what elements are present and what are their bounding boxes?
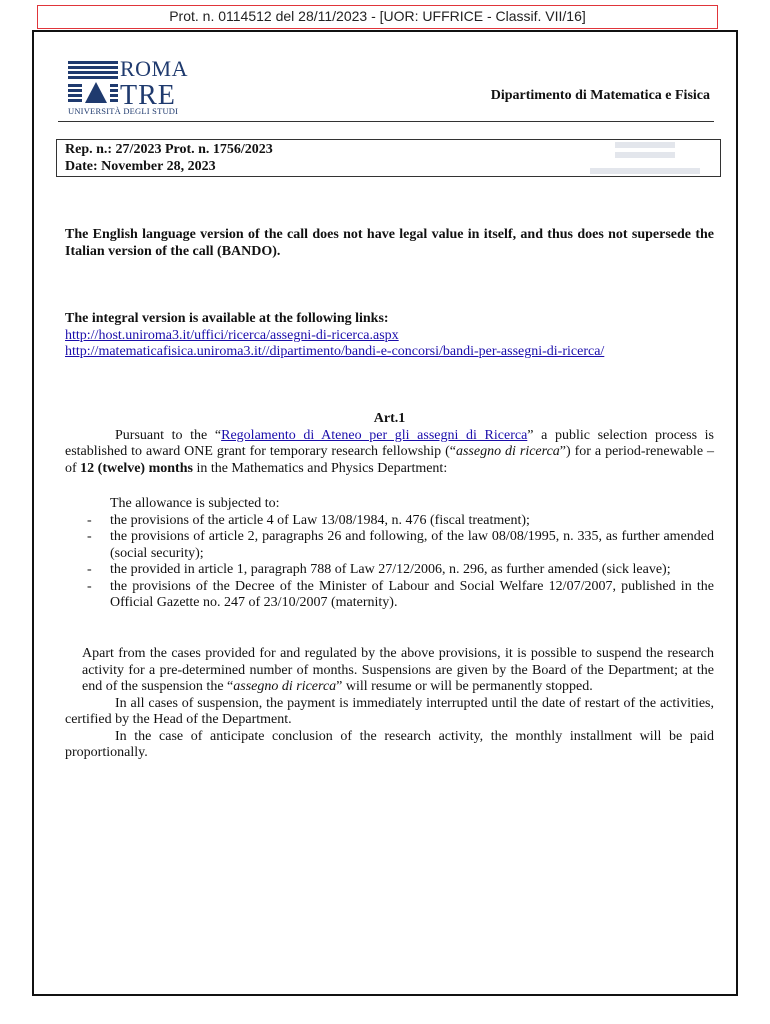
allowance-intro: The allowance is subjected to: (110, 496, 280, 511)
payment-paragraph: In all cases of suspension, the payment is immediately interrupted until the date of restart of the activities, certified by the Head of the Department. (65, 695, 714, 727)
faded-watermark-icon (580, 140, 710, 180)
protocol-stamp: Prot. n. 0114512 del 28/11/2023 - [UOR: UFFRICE - Classif. VII/16] (37, 5, 718, 29)
logo-text-roma: ROMA (120, 56, 189, 81)
list-item: - the provisions of the Decree of the Minister of Labour and Social Welfare 12/07/2007, published in the Official Gazette no. 247 of 23/10/2007 (maternity). (65, 579, 714, 612)
rep-number: Rep. n.: 27/2023 Prot. n. 1756/2023 (65, 142, 273, 157)
list-item: - the provisions of the article 4 of Law 13/08/1984, n. 476 (fiscal treatment); (65, 513, 714, 530)
article-title: Art.1 (373, 411, 406, 426)
suspension-paragraph: Apart from the cases provided for and regulated by the above provisions, it is possible to suspend the research activity for a pre-determined number of months. Suspensions are given by the Board of the Department; at the end of the suspension the “assegno di ricerca” will resume or will be permanently stopped. (82, 646, 714, 694)
conclusion-paragraph: In the case of anticipate conclusion of the research activity, the monthly installment will be paid proportionally. (65, 728, 714, 760)
list-item: - the provided in article 1, paragraph 788 of Law 27/12/2006, n. 296, as further amended (sick leave); (65, 562, 714, 579)
link-matematicafisica[interactable]: http://matematicafisica.uniroma3.it//dipartimento/bandi-e-concorsi/bandi-per-assegni-di-ricerca/ (65, 344, 605, 359)
suspension-section (65, 646, 714, 762)
allowance-section (65, 496, 714, 612)
link-assegni-ricerca[interactable]: http://host.uniroma3.it/uffici/ricerca/assegni-di-ricerca.aspx (65, 327, 399, 343)
disclaimer-text: The English language version of the call does not have legal value in itself, and thus does not supersede the Italian version of the call (BANDO). (65, 227, 714, 259)
list-item: - the provisions of article 2, paragraphs 26 and following, of the law 08/08/1995, n. 335, as further amended (social security); (65, 529, 714, 562)
logo-subtitle: UNIVERSITÀ DEGLI STUDI (68, 106, 179, 116)
links-heading: The integral version is available at the following links: (65, 311, 389, 326)
rep-date: Date: November 28, 2023 (65, 159, 216, 174)
regolamento-link[interactable]: Regolamento di Ateneo per gli assegni di Ricerca (221, 427, 528, 443)
header-divider (58, 121, 714, 122)
department-name: Dipartimento di Matematica e Fisica (490, 88, 710, 103)
article-1 (65, 411, 714, 477)
links-section (65, 311, 714, 361)
article-paragraph: Pursuant to the “Regolamento di Ateneo per gli assegni di Ricerca” a public selection process is established to award ONE grant for temporary research fellowship (“assegno di ricerca”) for a period-renewable – of 12 (twelve) months in the Mathematics and Physics Department: (65, 427, 714, 476)
allowance-list (65, 513, 714, 612)
logo-text-tre: TRE (120, 80, 176, 111)
